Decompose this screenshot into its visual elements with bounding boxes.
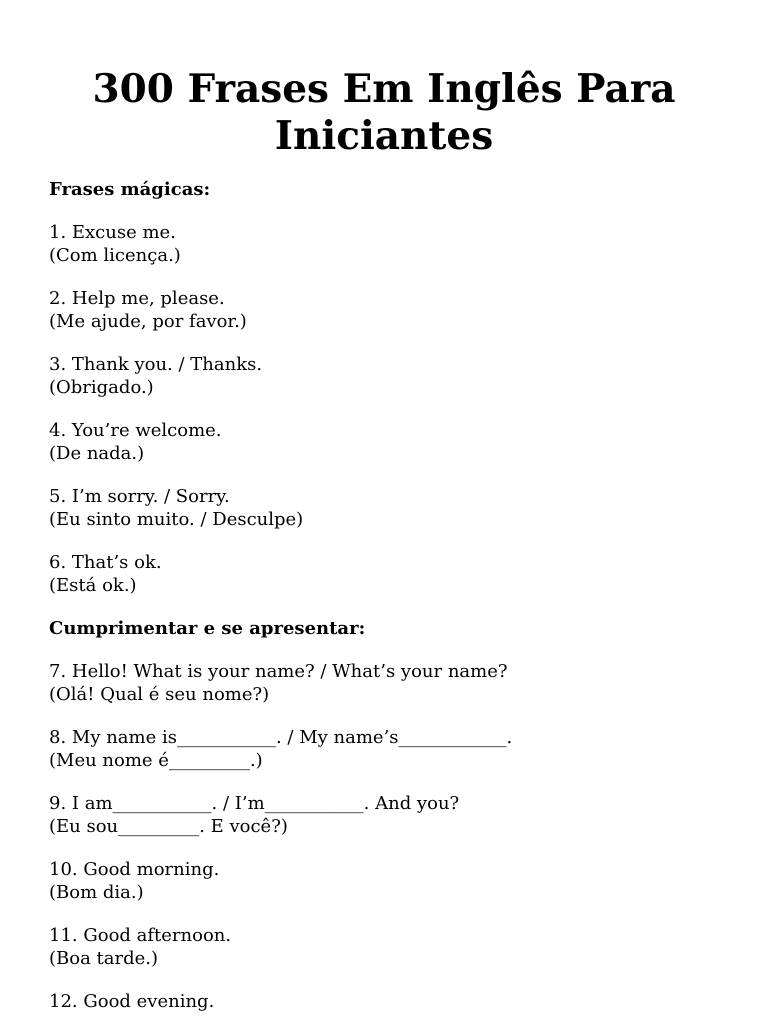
phrase-english: 4. You’re welcome. [49, 420, 222, 441]
phrase-english: 3. Thank you. / Thanks. [49, 354, 263, 375]
phrase-item [49, 287, 749, 333]
phrase-english: 5. I’m sorry. / Sorry. [49, 486, 230, 507]
phrase-english: 11. Good afternoon. [49, 925, 232, 946]
phrase-portuguese: (Me ajude, por favor.) [49, 311, 247, 332]
phrase-portuguese: (Bom dia.) [49, 882, 144, 903]
phrase-portuguese: (Obrigado.) [49, 377, 154, 398]
phrase-english: 6. That’s ok. [49, 552, 162, 573]
phrase-item [49, 221, 749, 267]
phrase-item [49, 726, 749, 772]
phrase-portuguese: (Eu sinto muito. / Desculpe) [49, 509, 304, 530]
phrase-item [49, 792, 749, 838]
phrase-portuguese: (Boa tarde.) [49, 948, 159, 969]
phrase-item [49, 660, 749, 706]
phrase-portuguese: (Com licença.) [49, 245, 181, 266]
phrase-english: 9. I am___________. / I’m___________. And you? [49, 793, 460, 814]
phrase-english: 12. Good evening. [49, 991, 215, 1012]
phrase-english: 2. Help me, please. [49, 288, 225, 309]
phrase-portuguese: (Olá! Qual é seu nome?) [49, 684, 270, 705]
section-heading-cumprimentar: Cumprimentar e se apresentar: [49, 618, 366, 639]
phrase-item [49, 419, 749, 465]
phrase-english: 1. Excuse me. [49, 222, 176, 243]
phrase-item [49, 485, 749, 531]
phrase-portuguese: (Eu sou_________. E você?) [49, 816, 288, 837]
phrase-portuguese: (De nada.) [49, 443, 145, 464]
phrase-item [49, 353, 749, 399]
phrase-english: 10. Good morning. [49, 859, 220, 880]
document-title: 300 Frases Em Inglês Para Iniciantes [92, 66, 676, 159]
phrase-item [49, 924, 749, 970]
document-body [49, 178, 749, 1013]
section-heading-frases-magicas: Frases mágicas: [49, 179, 211, 200]
phrase-portuguese: (Está ok.) [49, 575, 137, 596]
phrase-item [49, 990, 749, 1013]
phrase-english: 7. Hello! What is your name? / What’s your name? [49, 661, 508, 682]
phrase-item [49, 551, 749, 597]
phrase-item [49, 858, 749, 904]
phrase-english: 8. My name is___________. / My name’s____________. [49, 727, 513, 748]
phrase-portuguese: (Meu nome é_________.) [49, 750, 263, 771]
